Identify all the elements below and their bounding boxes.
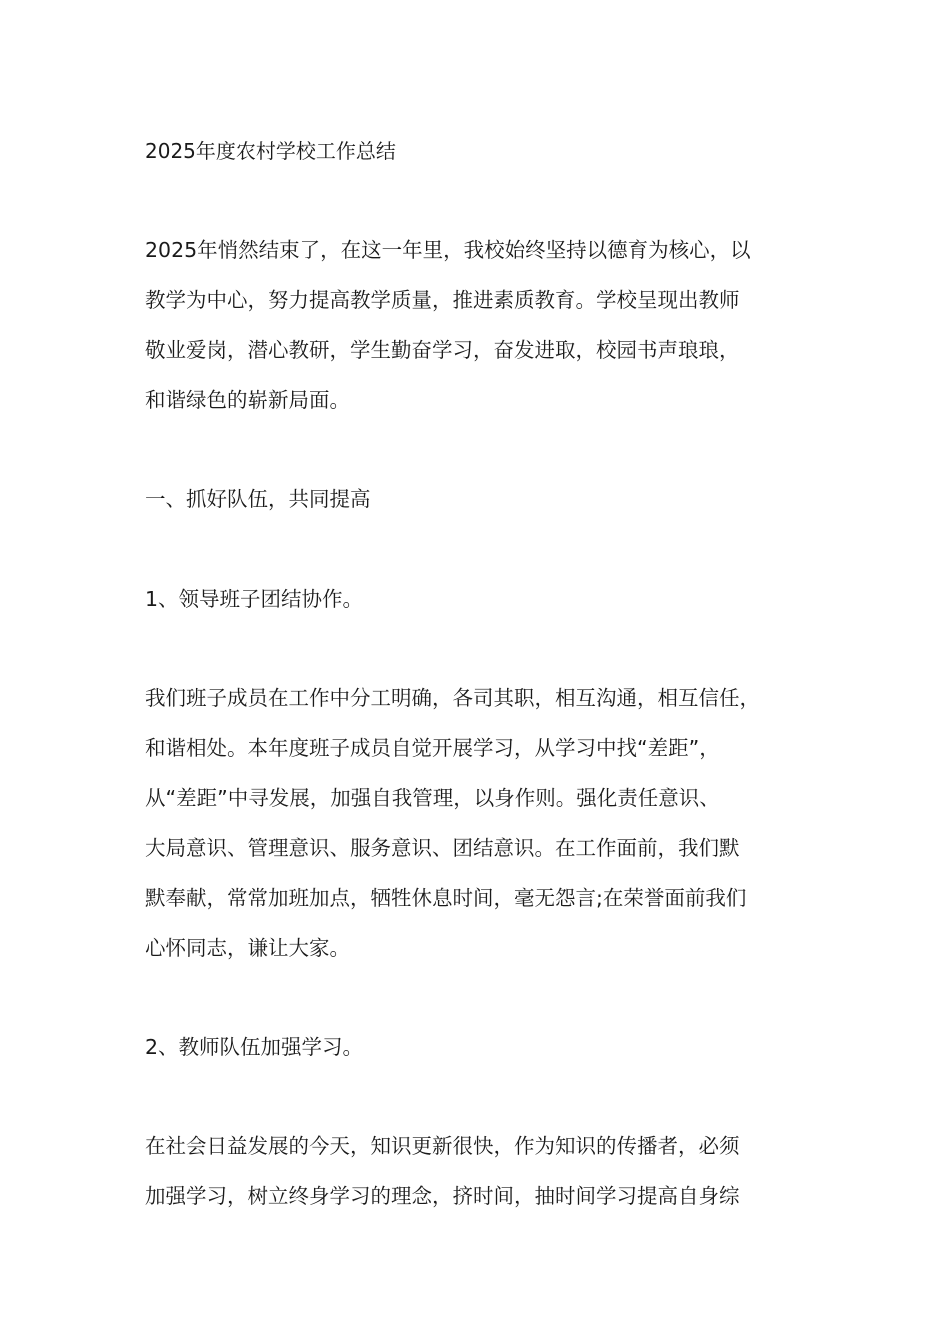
paragraph-line: 我们班子成员在工作中分工明确，各司其职，相互沟通，相互信任，: [145, 686, 760, 710]
document-title: [145, 126, 845, 176]
paragraph-line: 大局意识、管理意识、服务意识、团结意识。在工作面前，我们默: [145, 836, 740, 860]
item-heading-text: 2、教师队伍加强学习。: [145, 1035, 364, 1059]
section-heading: [145, 474, 845, 524]
intro-line: 2025年悄然结束了，在这一年里，我校始终坚持以德育为核心，以: [145, 238, 751, 262]
item-heading-text: 1、领导班子团结协作。: [145, 587, 364, 611]
section-heading-text: 一、抓好队伍，共同提高: [145, 487, 371, 511]
intro-line: 敬业爱岗，潜心教研，学生勤奋学习，奋发进取，校园书声琅琅，: [145, 338, 740, 362]
item-paragraph: [145, 1121, 845, 1221]
paragraph-line: 加强学习，树立终身学习的理念，挤时间，抽时间学习提高自身综: [145, 1184, 740, 1208]
paragraph-line: 在社会日益发展的今天，知识更新很快，作为知识的传播者，必须: [145, 1134, 740, 1158]
intro-line: 和谐绿色的崭新局面。: [145, 388, 350, 412]
item-paragraph: [145, 673, 845, 973]
intro-paragraph: [145, 225, 845, 425]
item-heading: [145, 1022, 845, 1072]
title-text: 2025年度农村学校工作总结: [145, 139, 396, 163]
paragraph-line: 从“差距”中寻发展，加强自我管理，以身作则。强化责任意识、: [145, 786, 720, 810]
paragraph-line: 心怀同志，谦让大家。: [145, 936, 350, 960]
intro-line: 教学为中心，努力提高教学质量，推进素质教育。学校呈现出教师: [145, 288, 740, 312]
paragraph-line: 和谐相处。本年度班子成员自觉开展学习，从学习中找“差距”，: [145, 736, 720, 760]
paragraph-line: 默奉献，常常加班加点，牺牲休息时间，毫无怨言;在荣誉面前我们: [145, 886, 747, 910]
item-heading: [145, 574, 845, 624]
